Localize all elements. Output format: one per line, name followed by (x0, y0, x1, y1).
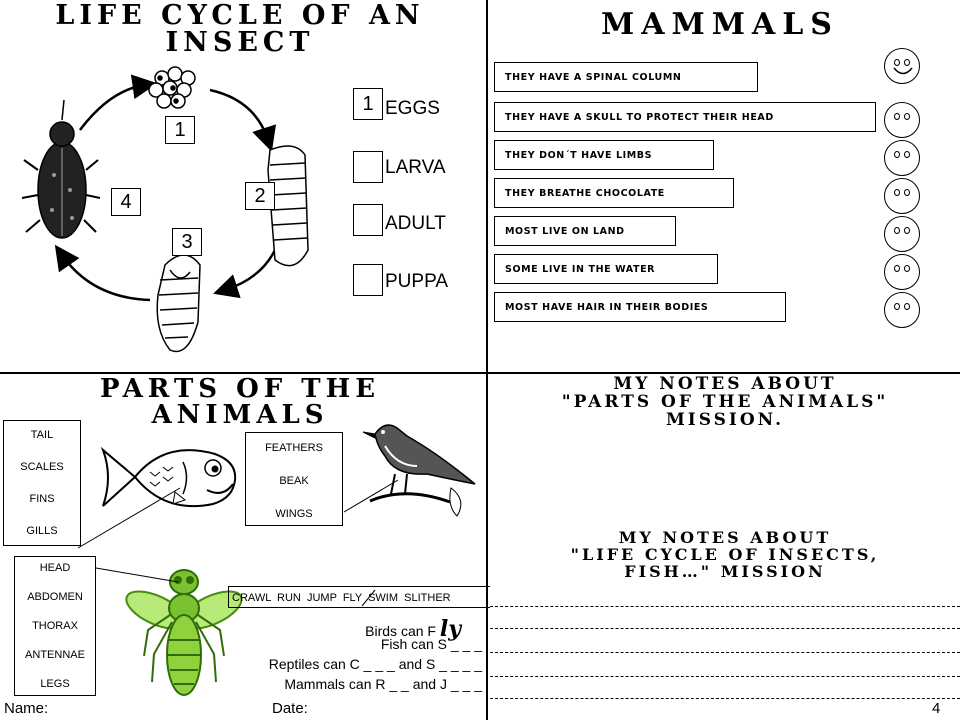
smiley-face-icon[interactable] (884, 48, 920, 84)
blank-face-icon[interactable] (884, 292, 920, 328)
mammal-statement[interactable]: THEY DON´T HAVE LIMBS (494, 140, 714, 170)
insect-word: ABDOMEN (27, 591, 83, 603)
name-label: Name: (4, 700, 49, 717)
insect-word: ANTENNAE (25, 649, 85, 661)
diagram-number-2: 2 (245, 182, 275, 210)
blank-face-icon[interactable] (884, 216, 920, 252)
fish-word: GILLS (26, 525, 58, 537)
notes-heading2-line1: MY NOTES ABOUT (618, 528, 832, 547)
mammal-statement[interactable]: MOST LIVE ON LAND (494, 216, 676, 246)
notes-heading1-line2: "PARTS OF THE ANIMALS" (561, 391, 889, 412)
bird-word: FEATHERS (265, 442, 323, 454)
mammal-statement[interactable]: SOME LIVE IN THE WATER (494, 254, 718, 284)
fish-line[interactable]: Fish can S _ _ _ (380, 636, 482, 652)
notes-heading1-line1: MY NOTES ABOUT (613, 374, 837, 394)
diagram-number-3: 3 (172, 228, 202, 256)
note-line[interactable] (490, 676, 960, 677)
note-line[interactable] (490, 606, 960, 607)
note-line[interactable] (490, 698, 960, 699)
bird-word: BEAK (279, 475, 309, 487)
mammal-statement[interactable]: THEY BREATHE CHOCOLATE (494, 178, 734, 208)
mammal-statement[interactable]: THEY HAVE A SPINAL COLUMN (494, 62, 758, 92)
fish-word: FINS (29, 493, 55, 505)
bird-word: WINGS (275, 508, 313, 520)
page-number: 4 (932, 700, 941, 717)
notes-heading2-line2: "LIFE CYCLE OF INSECTS, (570, 544, 880, 564)
mammals-line[interactable]: Mammals can R _ _ and J _ _ _ (284, 676, 482, 692)
insect-title-line1: LIFE CYCLE OF AN (55, 0, 425, 31)
notes-heading1-line3: MISSION. (665, 409, 785, 430)
insect-word: LEGS (40, 678, 70, 690)
birds-answer[interactable]: ly (439, 616, 461, 642)
fish-word: TAIL (30, 429, 54, 441)
notes-heading2-line3: FISH…" MISSION (624, 561, 826, 581)
stage-eggs: EGGS (385, 98, 440, 119)
stage-puppa: PUPPA (385, 271, 449, 292)
blank-face-icon[interactable] (884, 140, 920, 176)
diagram-number-4: 4 (111, 188, 141, 216)
parts-title-line1: PARTS OF THE (99, 374, 381, 404)
fish-word: SCALES (20, 461, 64, 473)
diagram-number-1: 1 (165, 116, 195, 144)
note-line[interactable] (490, 652, 960, 653)
blank-face-icon[interactable] (884, 178, 920, 214)
mammal-statement[interactable]: THEY HAVE A SKULL TO PROTECT THEIR HEAD (494, 102, 876, 132)
insect-word: HEAD (39, 562, 71, 574)
stage-larva: LARVA (385, 157, 446, 178)
note-line[interactable] (490, 628, 960, 629)
notes-heading-parts (490, 376, 960, 430)
date-label: Date: (272, 700, 308, 717)
blank-face-icon[interactable] (884, 102, 920, 138)
insect-word: THORAX (32, 620, 78, 632)
insect-title-line2: INSECT (165, 27, 315, 58)
answer-box-eggs[interactable]: 1 (353, 88, 383, 120)
reptiles-line[interactable]: Reptiles can C _ _ _ and S _ _ _ _ (268, 656, 482, 672)
mammals-title: MAMMALS (601, 7, 839, 42)
mammal-statement[interactable]: MOST HAVE HAIR IN THEIR BODIES (494, 292, 786, 322)
verbs-list: CRAWL RUN JUMP FLY SWIM SLITHER (232, 592, 451, 604)
blank-face-icon[interactable] (884, 254, 920, 290)
parts-title-line2: ANIMALS (151, 400, 329, 430)
notes-heading-lifecycle (490, 530, 960, 580)
stage-adult: ADULT (385, 213, 446, 234)
birds-prompt: Birds can F (365, 623, 436, 639)
